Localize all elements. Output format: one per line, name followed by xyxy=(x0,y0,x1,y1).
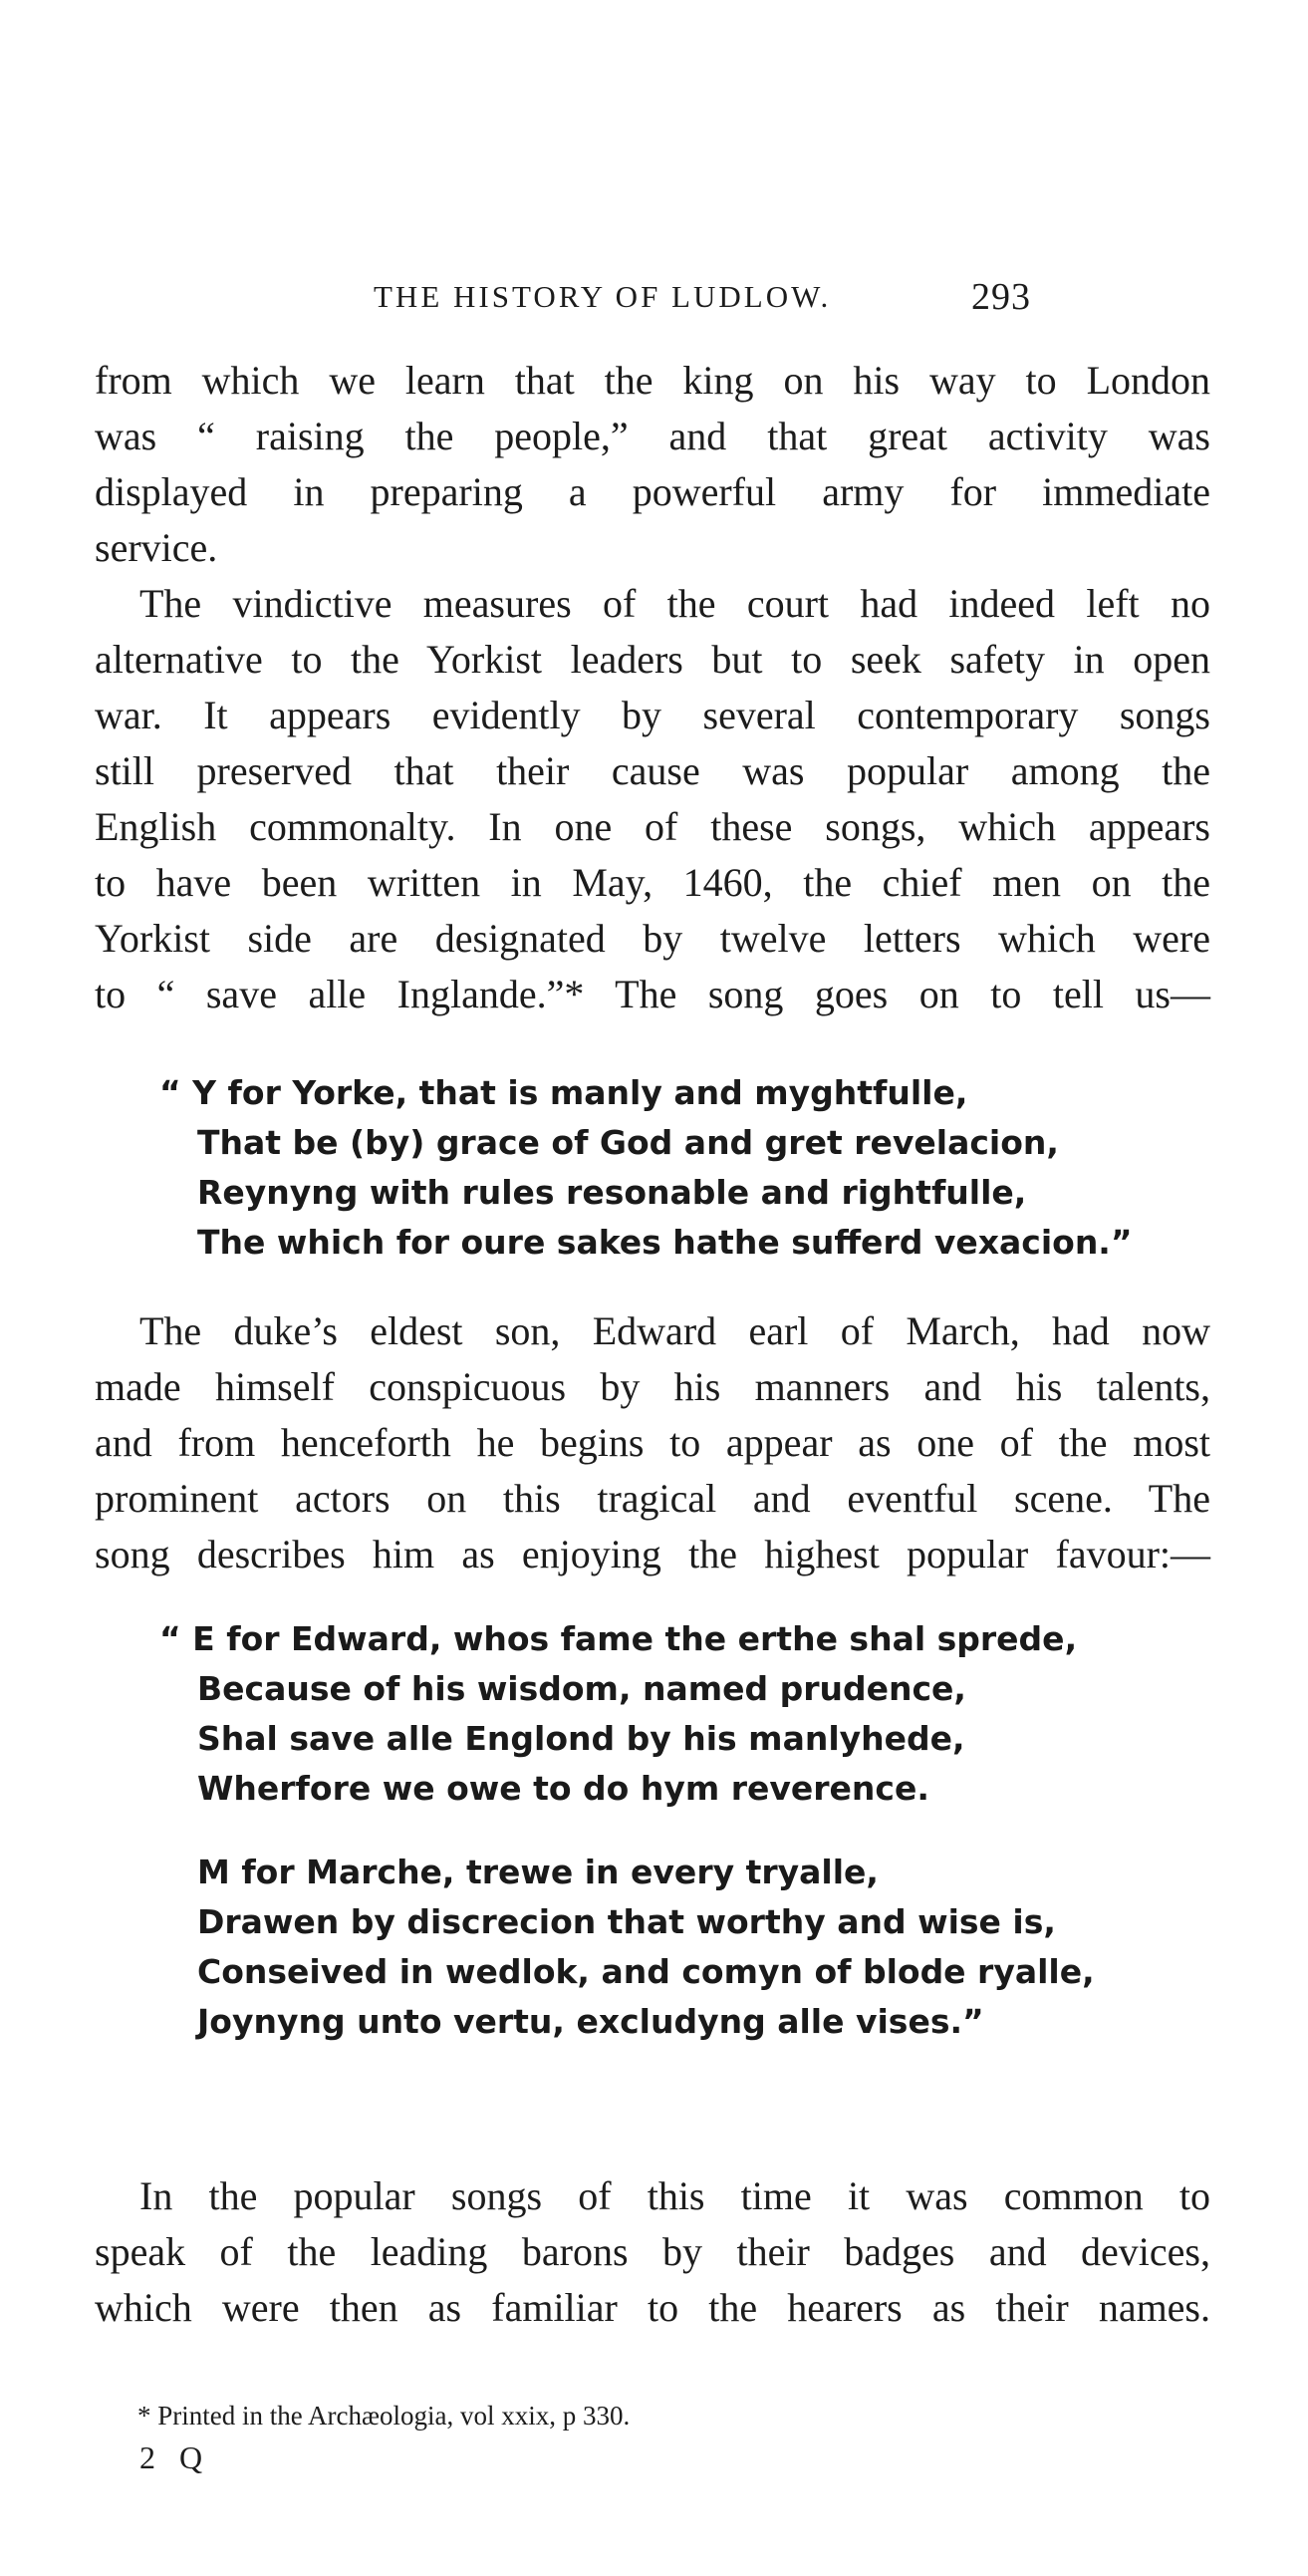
text-line: In the popular songs of this time it was common to xyxy=(139,2173,1210,2218)
paragraph-2 xyxy=(95,576,1210,1022)
running-head xyxy=(374,276,1031,325)
running-head-title: THE HISTORY OF LUDLOW. xyxy=(374,279,832,314)
verse-2 xyxy=(159,1614,1156,1814)
text-line: made himself conspicuous by his manners and his talents, xyxy=(95,1364,1210,1409)
text-line: alternative to the Yorkist leaders but to seek safety in open xyxy=(95,637,1210,682)
text-line: The vindictive measures of the court had indeed left no xyxy=(139,581,1210,626)
text-line: to “ save alle Inglande.”* The song goes on to tell us— xyxy=(95,972,1210,1016)
text-line: was “ raising the people,” and that great activity was xyxy=(95,414,1210,458)
paragraph-4 xyxy=(95,2168,1210,2336)
paragraph-1 xyxy=(95,353,1210,576)
page-number: 293 xyxy=(971,276,1031,318)
verse-line: Reynyng with rules resonable and rightfulle, xyxy=(197,1173,1027,1212)
verse-line: Because of his wisdom, named prudence, xyxy=(197,1669,966,1708)
verse-line: “ Y for Yorke, that is manly and myghtfulle, xyxy=(159,1073,968,1112)
verse-line: “ E for Edward, whos fame the erthe shal sprede, xyxy=(159,1619,1078,1658)
paragraph-3 xyxy=(95,1303,1210,1582)
text-line: song describes him as enjoying the highest popular favour:— xyxy=(95,1532,1210,1576)
text-line: war. It appears evidently by several contemporary songs xyxy=(95,693,1210,737)
verse-1 xyxy=(159,1068,1156,1268)
verse-line: That be (by) grace of God and gret revelacion, xyxy=(197,1123,1059,1162)
text-line: from which we learn that the king on his way to London xyxy=(95,358,1210,403)
verse-line: Conseived in wedlok, and comyn of blode ryalle, xyxy=(197,1952,1095,1991)
text-line: still preserved that their cause was popular among the xyxy=(95,748,1210,793)
text-line: The duke’s eldest son, Edward earl of March, had now xyxy=(139,1308,1210,1353)
text-line: which were then as familiar to the hearers as their names. xyxy=(95,2285,1210,2330)
text-line: to have been written in May, 1460, the chief men on the xyxy=(95,860,1210,905)
text-line: and from henceforth he begins to appear as one of the most xyxy=(95,1420,1210,1465)
text-line: prominent actors on this tragical and eventful scene. The xyxy=(95,1476,1210,1521)
verse-line: The which for oure sakes hathe sufferd vexacion.” xyxy=(197,1223,1133,1262)
text-line: service. xyxy=(95,525,218,570)
verse-line: Drawen by discrecion that worthy and wise is, xyxy=(197,1902,1056,1941)
text-line: displayed in preparing a powerful army for immediate xyxy=(95,469,1210,514)
footnote: * Printed in the Archæologia, vol xxix, p 330. xyxy=(137,2401,631,2431)
text-line: Yorkist side are designated by twelve letters which were xyxy=(95,916,1210,961)
verse-line: Wherfore we owe to do hym reverence. xyxy=(197,1769,929,1808)
signature-mark: 2 Q xyxy=(139,2439,211,2475)
verse-line: Shal save alle Englond by his manlyhede, xyxy=(197,1719,965,1758)
text-line: speak of the leading barons by their badges and devices, xyxy=(95,2229,1210,2274)
text-line: English commonalty. In one of these songs, which appears xyxy=(95,804,1210,849)
verse-line: Joynyng unto vertu, excludyng alle vises.” xyxy=(197,2002,984,2041)
verse-line: M for Marche, trewe in every tryalle, xyxy=(197,1853,879,1891)
verse-3 xyxy=(159,1848,1156,2047)
